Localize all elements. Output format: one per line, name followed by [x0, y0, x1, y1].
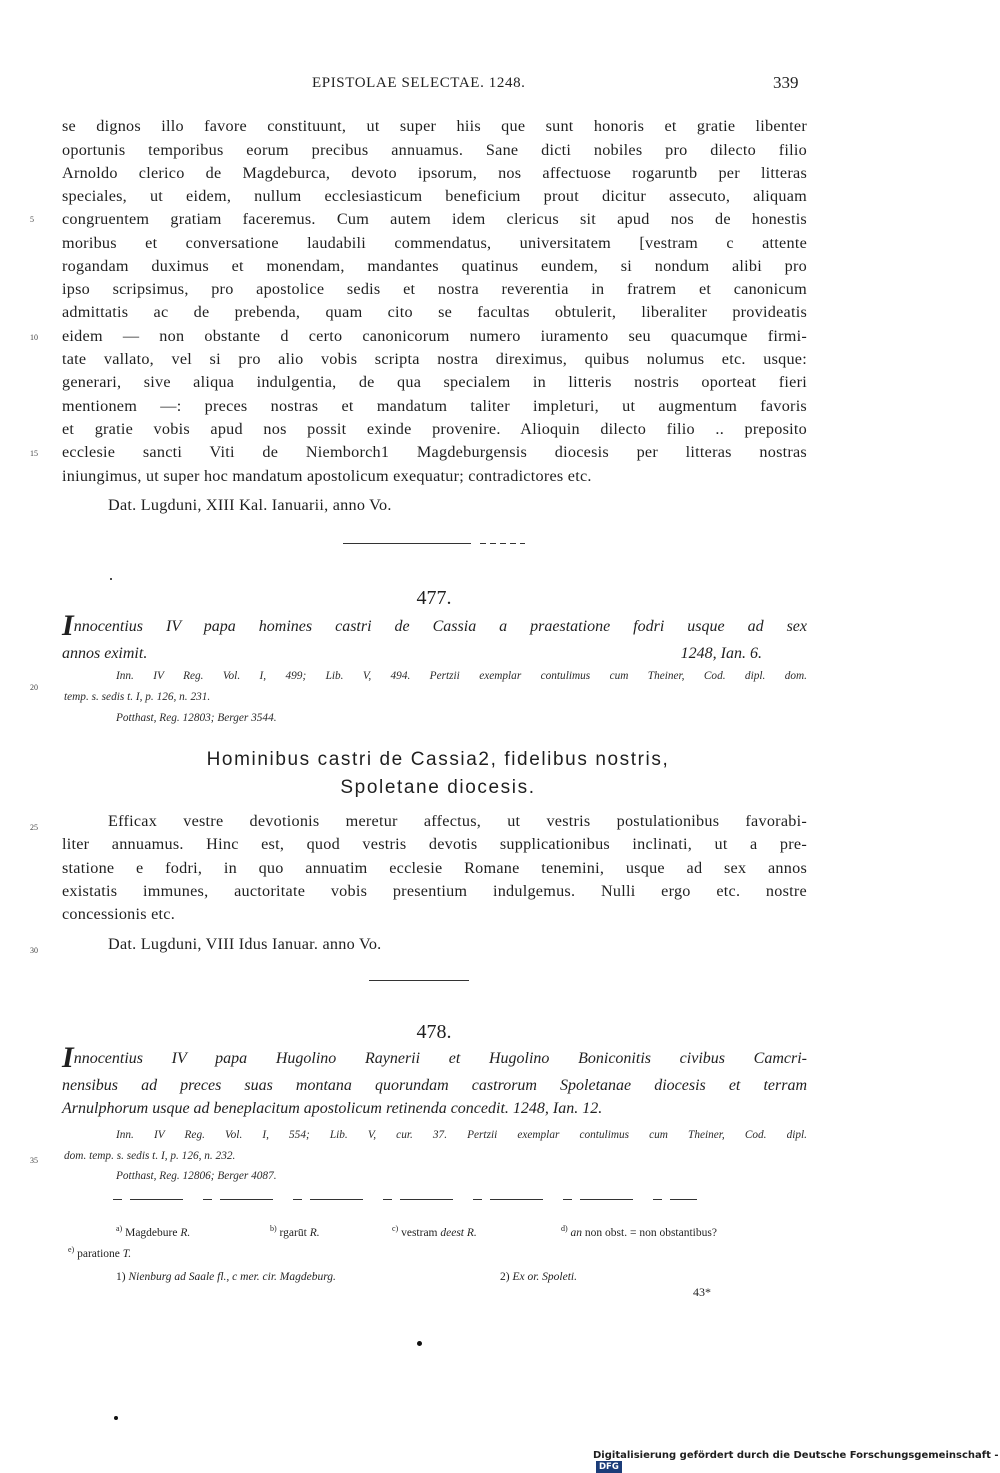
- text-line: Arnoldo clerico de Magdeburca, devoto ipsorum, nos affectuose rogaruntb per litteras: [62, 164, 807, 182]
- regest-line: Arnulphorum usque ad beneplacitum apostolicum retinenda concedit. 1248, Ian. 12.: [62, 1100, 603, 1117]
- signature-mark: 43*: [693, 1285, 711, 1299]
- regest-initial: I: [62, 609, 74, 642]
- section-rule: [369, 980, 469, 981]
- scan-speck: [417, 1341, 422, 1346]
- line-number: 25: [30, 823, 38, 832]
- text-line: statione e fodri, in quo annuatim ecclesie Romane tenemini, usque ad sex annos: [62, 859, 807, 877]
- footnote-rule: [113, 1199, 697, 1200]
- text-line: rogandam duximus et monendam, mandantes quatinus eundem, si nondum alibi pro: [62, 257, 807, 275]
- regest-initial: I: [62, 1041, 74, 1074]
- page-header: [0, 73, 1000, 97]
- source-line: temp. s. sedis t. I, p. 126, n. 231.: [64, 691, 211, 703]
- line-number: 10: [30, 333, 38, 342]
- letter-number: 477.: [416, 587, 452, 609]
- dfg-logo: DFG: [596, 1461, 622, 1473]
- line-number: 15: [30, 449, 38, 458]
- scan-speck: [110, 578, 112, 580]
- source-line: dom. temp. s. sedis t. I, p. 126, n. 232.: [64, 1150, 236, 1162]
- source-line: Inn. IV Reg. Vol. I, 499; Lib. V, 494. Pertzii exemplar contulimus cum Theiner, Cod. dipl. dom.: [116, 670, 807, 682]
- text-line: liter annuamus. Hinc est, quod vestris devotis supplicationibus inclinati, ut a pre-: [62, 835, 807, 853]
- footnote-b: $^{b)}$ rgarūt R.: [270, 1224, 320, 1239]
- line-number: 5: [30, 215, 34, 224]
- letter-number: 478.: [416, 1021, 452, 1043]
- source-line: Potthast, Reg. 12803; Berger 3544.: [116, 712, 277, 724]
- regest-line: nensibus ad preces suas montana quorundam castrorum Spoletanae diocesis et terram: [62, 1077, 807, 1094]
- source-line: Potthast, Reg. 12806; Berger 4087.: [116, 1170, 277, 1182]
- dfg-footer-text: Digitalisierung gefördert durch die Deutsche Forschungsgemeinschaft -: [593, 1450, 999, 1461]
- text-line: admittatis ac de prebenda, quam cito se facultas obtulerit, liberaliter provideatis: [62, 303, 807, 321]
- section-rule-dashed: [480, 543, 525, 544]
- regest-text: nnocentius IV papa homines castri de Cassia a praestatione fodri usque ad sex: [73, 618, 807, 635]
- address-line: Hominibus castri de Cassia2, fidelibus nostris,: [206, 749, 670, 770]
- footnote-a: $^{a)}$ Magdebure R.: [116, 1224, 191, 1239]
- text-line: tate vallato, vel si pro alio vobis scripta nostra direximus, quibus nolumus etc. usque:: [62, 350, 807, 368]
- text-line: iniungimus, ut super hoc mandatum apostolicum exequatur; contradictores etc.: [62, 467, 592, 485]
- text-line: se dignos illo favore constituunt, ut super hiis que sunt honoris et gratie libenter: [62, 117, 807, 135]
- section-rule: [343, 543, 471, 544]
- text-line: mentionem —: preces nostras et mandatum taliter impleturi, ut augmentum favoris: [62, 397, 807, 415]
- footnote-e: $^{e)}$ paratione T.: [68, 1245, 132, 1260]
- text-line: speciales, ut eidem, nullum ecclesiasticum beneficium prout dicitur assecuto, aliquam: [62, 187, 807, 205]
- source-line: Inn. IV Reg. Vol. I, 554; Lib. V, cur. 37. Pertzii exemplar contulimus cum Theiner, Cod. dipl.: [116, 1129, 807, 1141]
- line-number: 20: [30, 683, 38, 692]
- text-line: Efficax vestre devotionis meretur affectus, ut vestris postulationibus favorabi-: [108, 812, 807, 830]
- text-line: oportunis temporibus eorum precibus annuamus. Sane dicti nobiles pro dilecto filio: [62, 141, 807, 159]
- regest-line: [62, 1041, 807, 1074]
- text-line: concessionis etc.: [62, 905, 176, 923]
- dating-line: Dat. Lugduni, XIII Kal. Ianuarii, anno Vo.: [108, 496, 392, 514]
- footnote-1: 1) Nienburg ad Saale fl., c mer. cir. Magdeburg.: [116, 1271, 336, 1283]
- regest-text: nnocentius IV papa Hugolino Raynerii et Hugolino Boniconitis civibus Camcri-: [73, 1050, 807, 1067]
- footnote-d: $^{d)}$ an non obst. = non obstantibus?: [561, 1224, 717, 1239]
- line-number: 30: [30, 946, 38, 955]
- scan-speck: [114, 1416, 118, 1420]
- line-number: 35: [30, 1156, 38, 1165]
- text-line: ecclesie sancti Viti de Niemborch1 Magdeburgensis diocesis per litteras nostras: [62, 443, 807, 461]
- text-line: ipso scripsimus, pro apostolice sedis et nostra reverentia in fratrem et canonicum: [62, 280, 807, 298]
- text-line: congruentem gratiam faceremus. Cum autem idem clericus sit apud nos de honestis: [62, 210, 807, 228]
- page-number: 339: [773, 73, 799, 92]
- regest-line: [62, 645, 762, 663]
- text-line: generari, sive aliqua indulgentia, de qua specialem in litteris nostris oporteat fieri: [62, 373, 807, 391]
- text-line: moribus et conversatione laudabili commendatus, universitatem [vestram c attente: [62, 234, 807, 252]
- footnote-2: 2) Ex or. Spoleti.: [500, 1271, 577, 1283]
- footnote-c: $^{c)}$ vestram deest R.: [392, 1224, 477, 1239]
- dfg-footer: [593, 1450, 1000, 1473]
- address-line: Spoletane diocesis.: [340, 777, 536, 798]
- dating-line: Dat. Lugduni, VIII Idus Ianuar. anno Vo.: [108, 935, 382, 953]
- regest-text: annos eximit.: [62, 645, 148, 662]
- regest-line: [62, 609, 807, 642]
- text-line: et gratie vobis apud nos possit exinde provenire. Alioquin dilecto filio .. preposito: [62, 420, 807, 438]
- text-line: existatis immunes, auctoritate vobis presentium indulgemus. Nulli ergo etc. nostre: [62, 882, 807, 900]
- text-line: eidem — non obstante d certo canonicorum numero iuramento seu quacumque firmi-: [62, 327, 807, 345]
- running-title: EPISTOLAE SELECTAE. 1248.: [312, 75, 526, 91]
- regest-date: 1248, Ian. 6.: [680, 645, 762, 662]
